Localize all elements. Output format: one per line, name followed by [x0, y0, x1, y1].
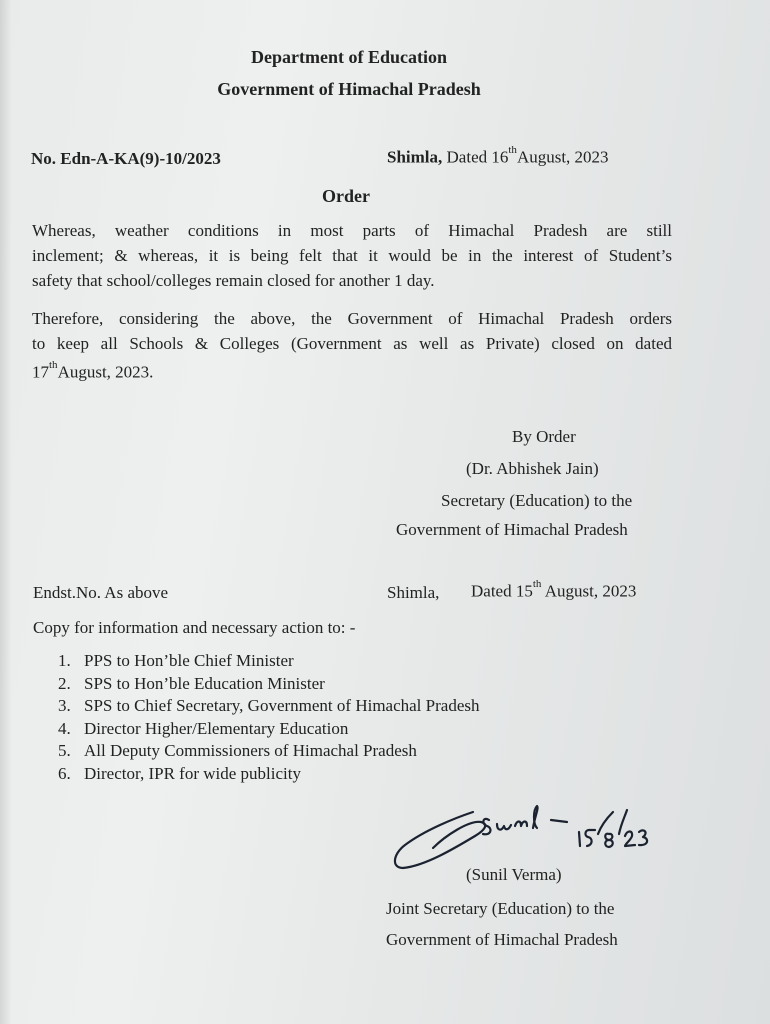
- government-heading: Government of Himachal Pradesh: [217, 79, 481, 99]
- closure-date-sup: th: [49, 359, 58, 371]
- signatory-2-designation: Joint Secretary (Education) to the: [386, 899, 615, 918]
- endorsement-place: Shimla,: [387, 583, 440, 602]
- list-item-number: 2.: [58, 673, 71, 693]
- list-item: [58, 673, 479, 696]
- list-item-number: 3.: [58, 696, 71, 715]
- order-date-suffix: August, 2023: [516, 147, 609, 167]
- endorsement-date-suffix: August, 2023: [541, 581, 637, 601]
- list-item-text: SPS to Hon’ble Education Minister: [84, 673, 325, 693]
- list-item: [58, 740, 479, 763]
- list-item: [58, 695, 479, 718]
- list-item-number: 5.: [58, 741, 71, 760]
- endorsement-number: Endst.No. As above: [33, 583, 169, 602]
- copy-list: [58, 650, 479, 785]
- department-heading: Department of Education: [251, 47, 447, 67]
- by-order: By Order: [512, 427, 576, 446]
- list-item: [58, 650, 479, 673]
- paragraph-line: Therefore, considering the above, the Government of Himachal Pradesh orders: [32, 309, 672, 328]
- paragraph-line: safety that school/colleges remain closed for another 1 day.: [32, 271, 435, 290]
- list-item-text: Director Higher/Elementary Education: [84, 718, 349, 738]
- paragraph-line: Whereas, weather conditions in most parts of Himachal Pradesh are still: [32, 221, 672, 240]
- list-item-text: PPS to Hon’ble Chief Minister: [84, 651, 294, 670]
- copy-line: Copy for information and necessary action to: -: [33, 618, 356, 637]
- endorsement-date-prefix: Dated 15: [471, 581, 533, 601]
- list-item-text: Director, IPR for wide publicity: [84, 763, 301, 783]
- order-place: Shimla,: [387, 147, 443, 167]
- endorsement-date-sup: th: [532, 578, 542, 590]
- signatory-1-designation: Secretary (Education) to the: [441, 491, 633, 510]
- page-edge-shadow: [0, 0, 12, 1024]
- closure-date-suffix: August, 2023.: [57, 362, 154, 382]
- paragraph-line: [32, 356, 672, 385]
- endorsement-date: [471, 578, 637, 602]
- list-item-number: 4.: [58, 718, 71, 738]
- paragraph-line: to keep all Schools & Colleges (Government as well as Private) closed on dated: [32, 334, 672, 353]
- list-item-number: 6.: [58, 763, 71, 783]
- list-item: [58, 718, 479, 741]
- list-item-text: SPS to Chief Secretary, Government of Himachal Pradesh: [84, 696, 480, 715]
- order-date-prefix: Dated 16: [446, 147, 509, 167]
- list-item-number: 1.: [58, 651, 71, 670]
- signatory-1-office: Government of Himachal Pradesh: [396, 520, 628, 539]
- signatory-2-office: Government of Himachal Pradesh: [386, 930, 618, 949]
- signatory-1-name: (Dr. Abhishek Jain): [466, 459, 599, 478]
- order-date-sup: th: [508, 144, 517, 156]
- paragraph-whereas: [32, 218, 672, 293]
- signatory-2-name: (Sunil Verma): [466, 865, 562, 884]
- list-item-text: All Deputy Commissioners of Himachal Pradesh: [84, 741, 417, 760]
- closure-date-prefix: 17: [32, 362, 49, 382]
- order-title: Order: [322, 186, 370, 206]
- paragraph-therefore: [32, 306, 672, 385]
- order-number: No. Edn-A-KA(9)-10/2023: [31, 149, 221, 168]
- paragraph-line: inclement; & whereas, it is being felt that it would be in the interest of Student’s: [32, 246, 672, 265]
- order-date: [387, 144, 609, 168]
- list-item: [58, 763, 479, 786]
